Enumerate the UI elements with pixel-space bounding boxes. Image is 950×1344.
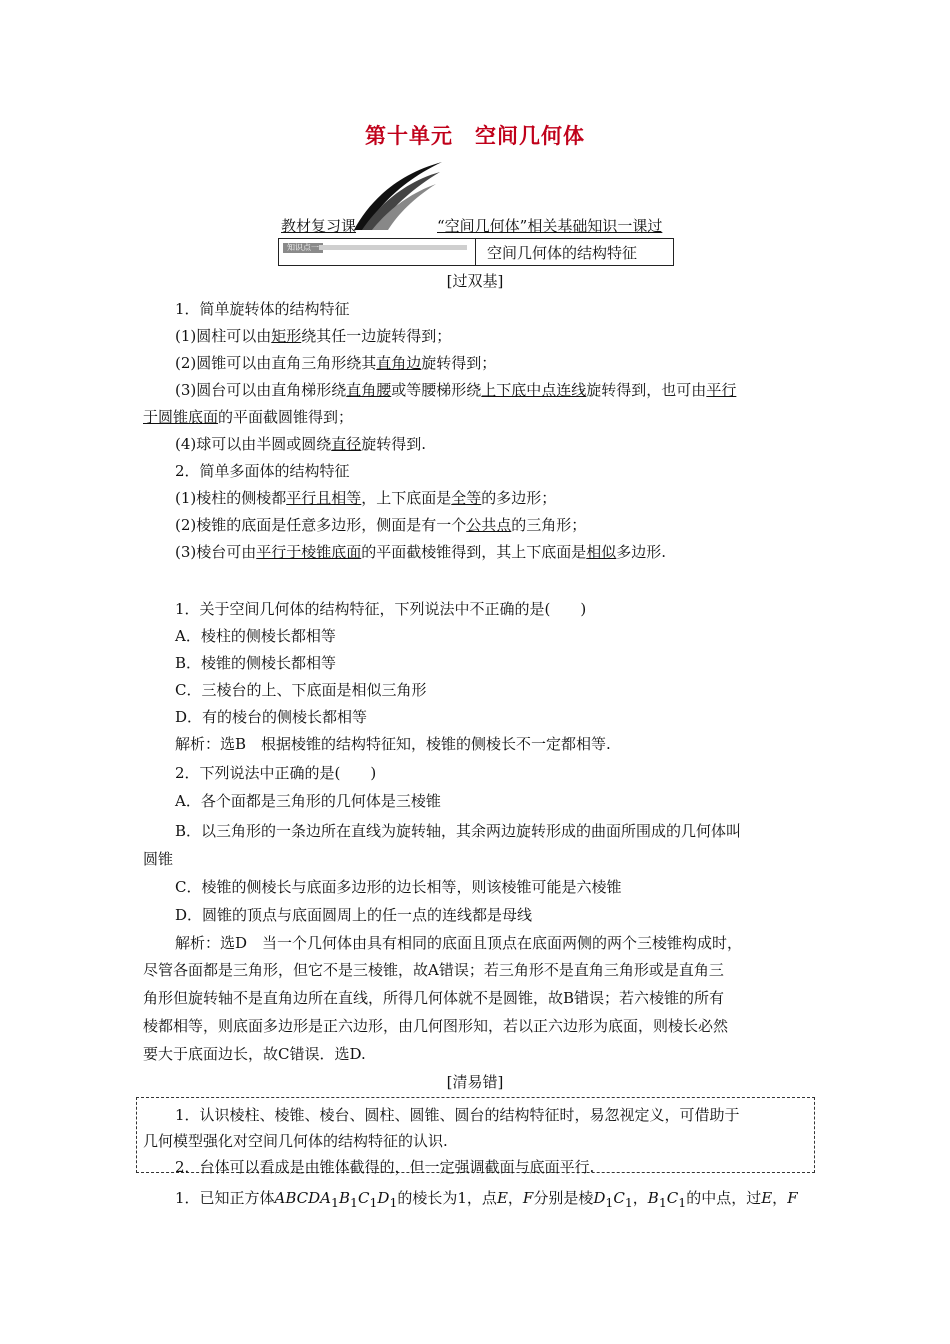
paragraph: (1)棱柱的侧棱都平行且相等，上下底面是全等的多边形； (175, 489, 557, 507)
paragraph-continued: 于圆锥底面的平面截圆锥得到； (143, 408, 354, 426)
unit-title: 第十单元 空间几何体 (365, 123, 585, 148)
knowledge-point-box (278, 238, 674, 266)
paragraph: (4)球可以由半圆或圆绕直径旋转得到. (175, 435, 427, 453)
mistake-note-continued: 几何模型强化对空间几何体的结构特征的认识. (143, 1132, 448, 1150)
option: B．棱锥的侧棱长都相等 (175, 654, 337, 672)
option: D．圆锥的顶点与底面圆周上的任一点的连线都是母线 (175, 906, 533, 924)
question-stem: 1．关于空间几何体的结构特征，下列说法中不正确的是( ) (175, 600, 587, 618)
option: A．棱柱的侧棱长都相等 (175, 627, 336, 645)
answer-explanation: 解析：选D 当一个几何体由具有相同的底面且顶点在底面两侧的两个三棱锥构成时， (175, 934, 743, 952)
option-continued: 圆锥 (143, 850, 174, 868)
badge-bar (319, 245, 467, 250)
paragraph: (3)圆台可以由直角梯形绕直角腰或等腰梯形绕上下底中点连线旋转得到，也可由平行 (175, 381, 737, 399)
knowledge-badge: 知识点一 (283, 243, 323, 253)
answer-explanation-line: 尽管各面都是三角形，但它不是三棱锥，故A错误；若三角形不是直角三角形或是直角三 (143, 961, 724, 979)
header-right-label: “空间几何体”相关基础知识一课过 (437, 217, 663, 235)
mistake-note: 2．台体可以看成是由锥体截得的，但一定强调截面与底面平行. (175, 1158, 595, 1176)
paragraph: 2．简单多面体的结构特征 (175, 462, 350, 480)
paragraph: (2)圆锥可以由直角三角形绕其直角边旋转得到； (175, 354, 497, 372)
question-stem: 2．下列说法中正确的是( ) (175, 764, 377, 782)
paragraph: (1)圆柱可以由矩形绕其任一边旋转得到； (175, 327, 452, 345)
section-heading-mistakes: [清易错] (446, 1073, 504, 1091)
exercise-stem: 1．已知正方体$ABCDA_1B_1C_1D_1$的棱长为1，点E，F分别是棱$D_1C_1$，$B_1C_1$的中点，过E，F (175, 1189, 798, 1210)
header-left-label: 教材复习课 (281, 217, 357, 235)
paragraph: 1．简单旋转体的结构特征 (175, 300, 350, 318)
knowledge-title: 空间几何体的结构特征 (487, 244, 638, 262)
answer-explanation: 解析：选B 根据棱锥的结构特征知，棱锥的侧棱长不一定都相等. (175, 735, 611, 753)
option: D．有的棱台的侧棱长都相等 (175, 708, 368, 726)
mistake-note: 1．认识棱柱、棱锥、棱台、圆柱、圆锥、圆台的结构特征时，易忽视定义，可借助于 (175, 1106, 740, 1124)
paragraph: (2)棱锥的底面是任意多边形，侧面是有一个公共点的三角形； (175, 516, 587, 534)
answer-explanation-line: 要大于底面边长，故C错误．选D. (143, 1045, 366, 1063)
option: B．以三角形的一条边所在直线为旋转轴，其余两边旋转形成的曲面所围成的几何体叫 (175, 822, 742, 840)
answer-explanation-line: 棱都相等，则底面多边形是正六边形，由几何图形知，若以正六边形为底面，则棱长必然 (143, 1017, 729, 1035)
answer-explanation-line: 角形但旋转轴不是直角边所在直线，所得几何体就不是圆锥，故B错误；若六棱锥的所有 (143, 989, 725, 1007)
option: C．棱锥的侧棱长与底面多边形的边长相等，则该棱锥可能是六棱锥 (175, 878, 622, 896)
option: A．各个面都是三角形的几何体是三棱锥 (175, 792, 441, 810)
section-heading-basics: [过双基] (446, 272, 504, 290)
swoosh-decoration (352, 160, 444, 232)
box-divider (475, 239, 476, 265)
paragraph: (3)棱台可由平行于棱锥底面的平面截棱锥得到，其上下底面是相似多边形. (175, 543, 667, 561)
option: C．三棱台的上、下底面是相似三角形 (175, 681, 427, 699)
